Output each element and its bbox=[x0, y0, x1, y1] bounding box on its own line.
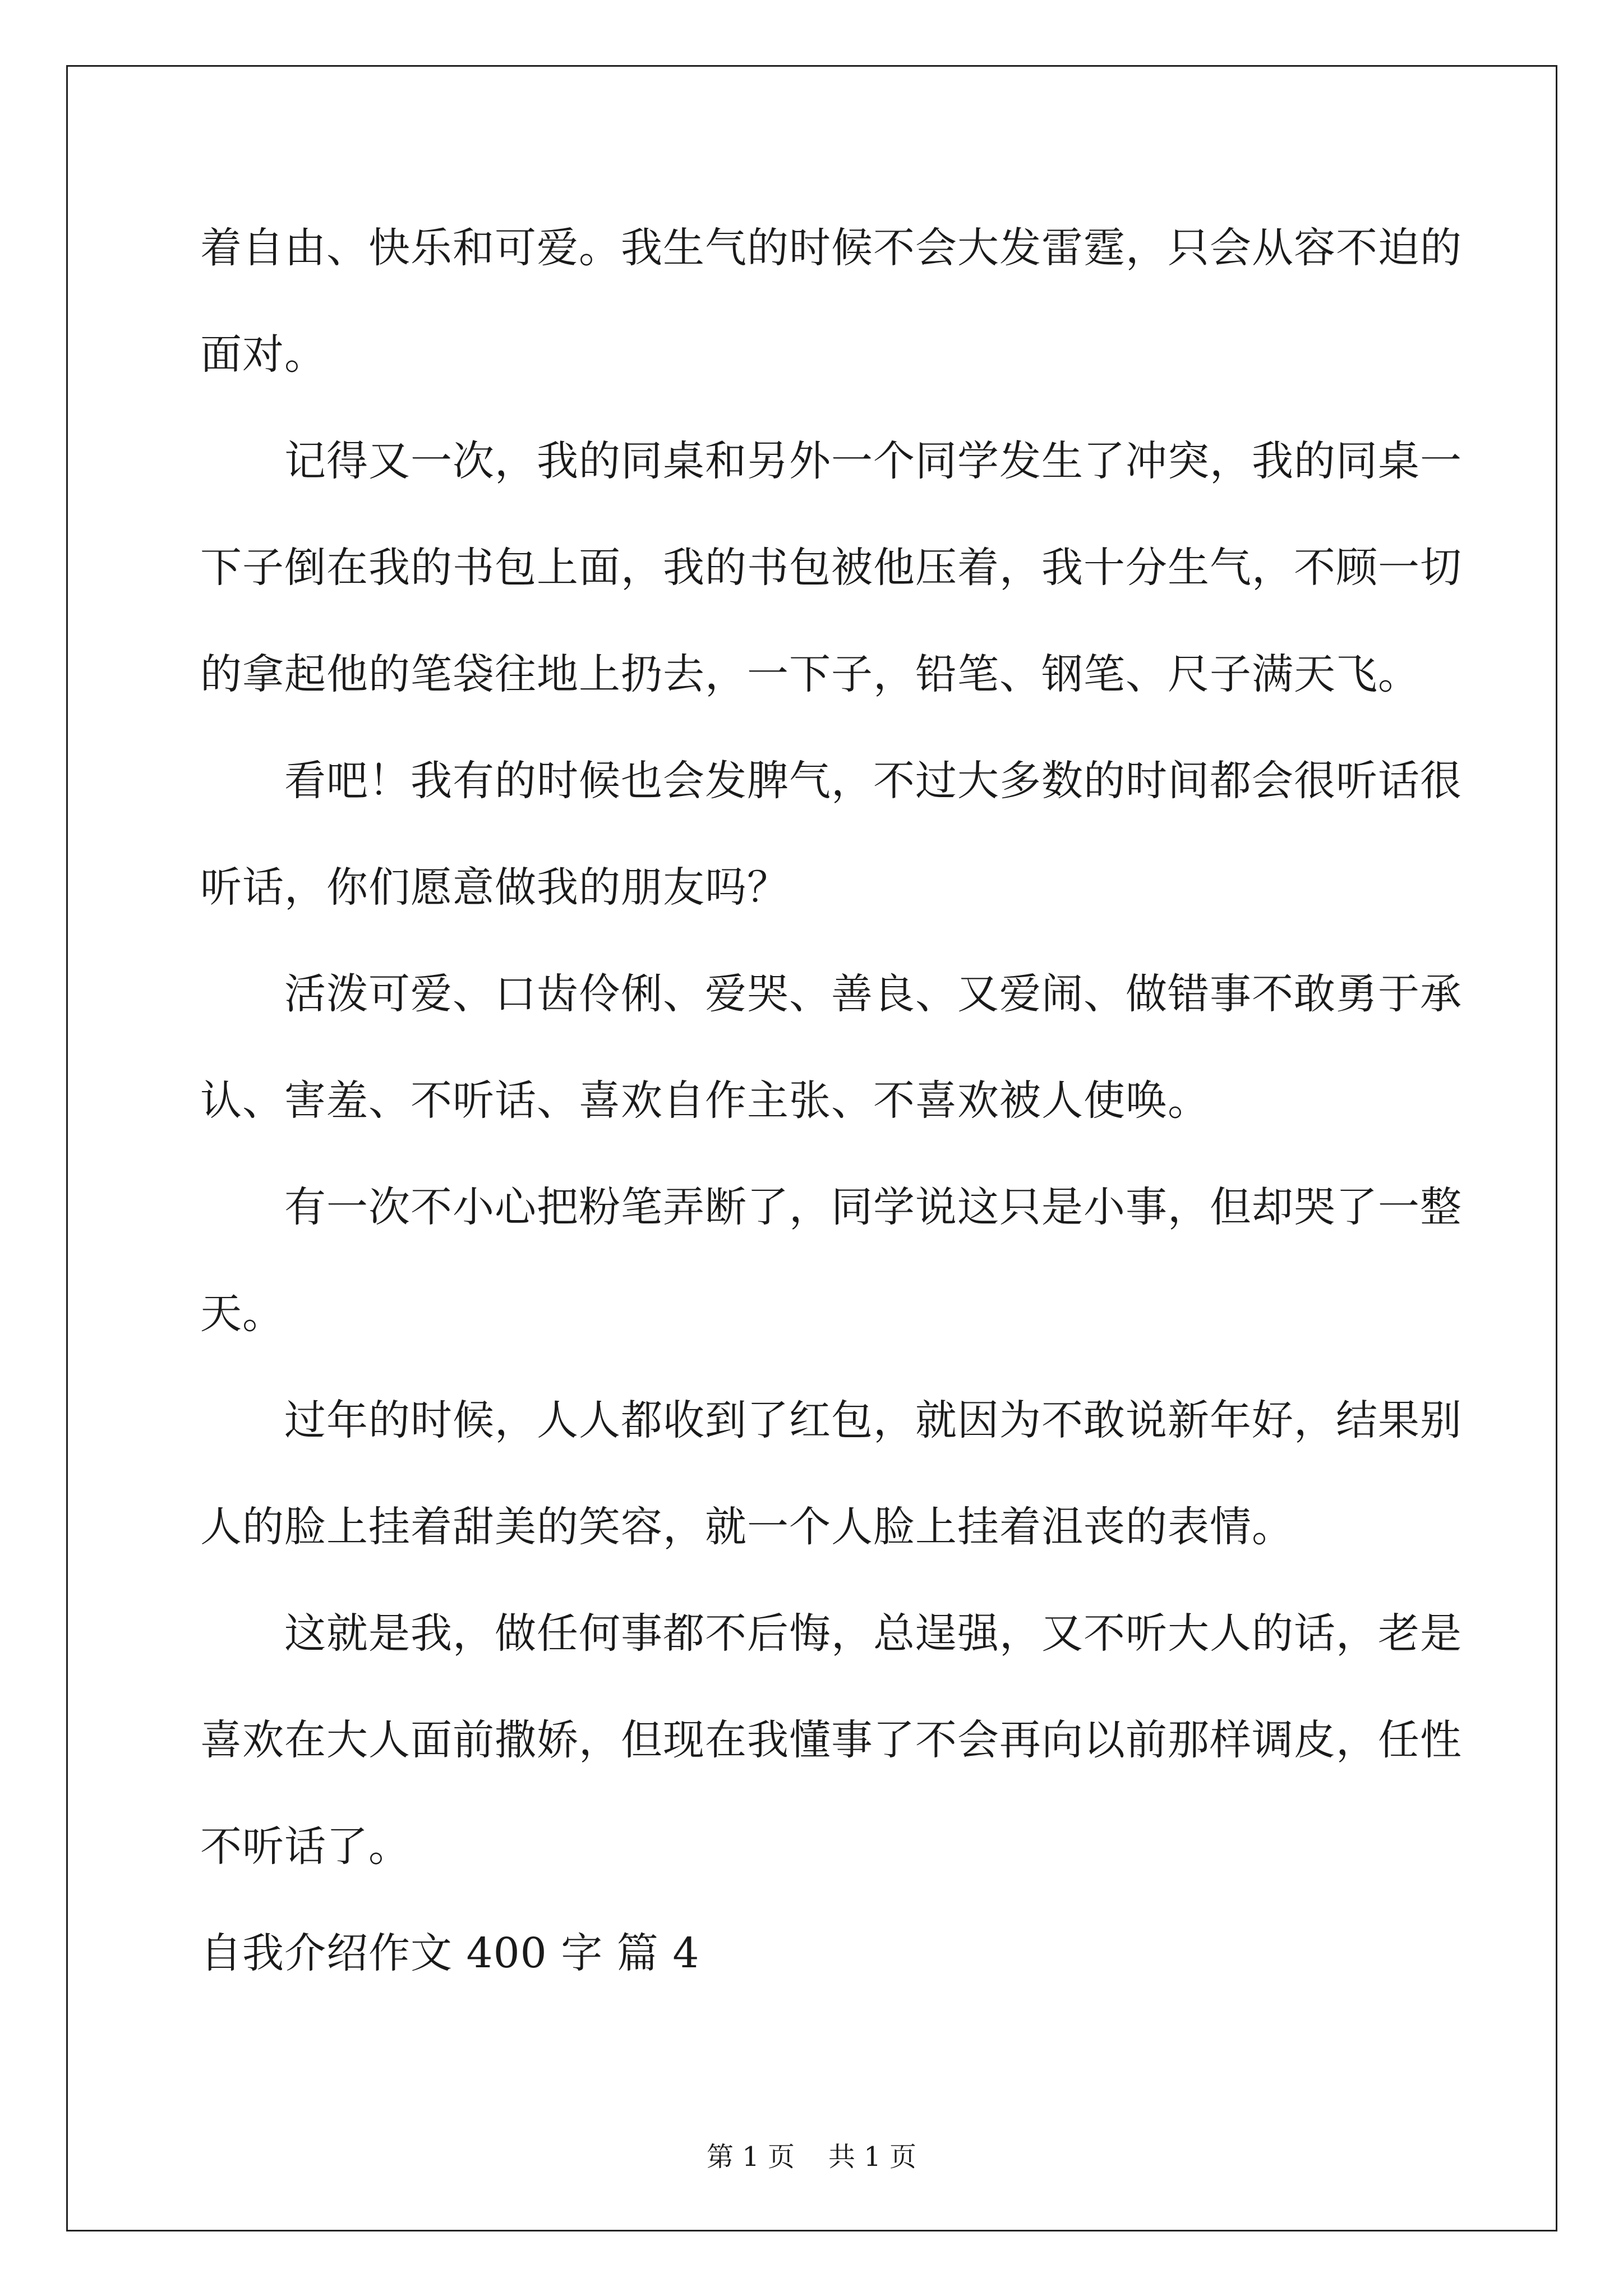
text-line: 着自由、快乐和可爱。我生气的时候不会大发雷霆，只会从容不迫的 bbox=[200, 224, 1462, 272]
text-line: 面对。 bbox=[200, 330, 326, 379]
text-line: 看吧！我有的时候也会发脾气，不过大多数的时间都会很听话很 bbox=[200, 757, 1462, 805]
text-line: 这就是我，做任何事都不后悔，总逞强，又不听大人的话，老是 bbox=[200, 1609, 1462, 1658]
text-line: 人的脸上挂着甜美的笑容，就一个人脸上挂着沮丧的表情。 bbox=[200, 1503, 1294, 1551]
text-line: 认、害羞、不听话、喜欢自作主张、不喜欢被人使唤。 bbox=[200, 1076, 1210, 1125]
page-footer bbox=[0, 2135, 1623, 2174]
section-heading: 自我介绍作文 400 字 篇 4 bbox=[200, 1929, 700, 1977]
text-line: 不听话了。 bbox=[200, 1823, 411, 1871]
text-line: 活泼可爱、口齿伶俐、爱哭、善良、又爱闹、做错事不敢勇于承 bbox=[200, 970, 1462, 1018]
text-line: 喜欢在大人面前撒娇，但现在我懂事了不会再向以前那样调皮，任性 bbox=[200, 1716, 1462, 1764]
text-line: 下子倒在我的书包上面，我的书包被他压着，我十分生气，不顾一切 bbox=[200, 544, 1462, 592]
document-body bbox=[200, 222, 1462, 1980]
text-line: 听话，你们愿意做我的朋友吗？ bbox=[200, 863, 789, 912]
text-line: 过年的时候，人人都收到了红包，就因为不敢说新年好，结果别 bbox=[200, 1396, 1462, 1444]
text-line: 记得又一次，我的同桌和另外一个同学发生了冲突，我的同桌一 bbox=[200, 437, 1462, 485]
page-number-total: 共 1 页 bbox=[828, 2141, 917, 2173]
text-line: 天。 bbox=[200, 1290, 284, 1338]
text-line: 有一次不小心把粉笔弄断了，同学说这只是小事，但却哭了一整 bbox=[200, 1183, 1462, 1231]
page-number-current: 第 1 页 bbox=[706, 2141, 795, 2173]
text-line: 的拿起他的笔袋往地上扔去，一下子，铅笔、钢笔、尺子满天飞。 bbox=[200, 650, 1420, 698]
